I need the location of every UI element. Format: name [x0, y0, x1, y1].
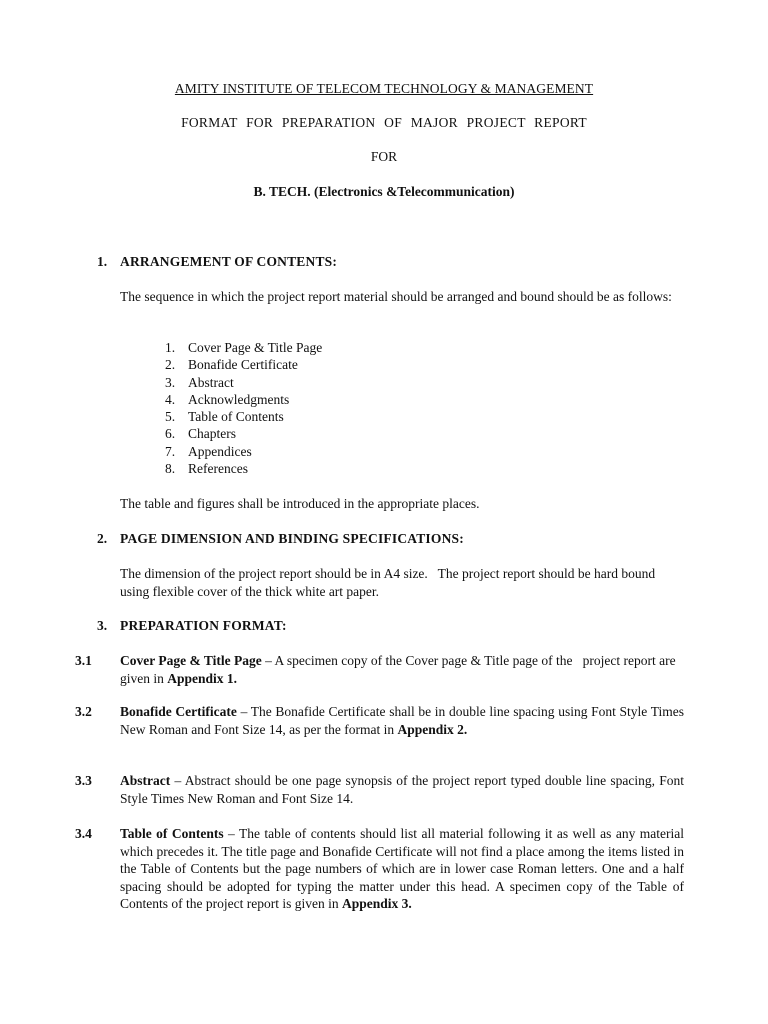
list-item — [165, 408, 322, 425]
list-item-number: 1. — [165, 340, 176, 355]
list-item-number: 5. — [165, 409, 176, 425]
section-2-heading: PAGE DIMENSION AND BINDING SPECIFICATIONS: — [120, 531, 464, 546]
section-2-text: The dimension of the project report should be in A4 size. The project report should be hard bound using flexible cover of the thick white art paper. — [120, 566, 659, 599]
subsection-3-2-number: 3.2 — [75, 704, 92, 719]
section-2-number: 2. — [97, 531, 108, 546]
list-item — [165, 356, 322, 373]
contents-list — [165, 339, 322, 477]
list-item-number: 4. — [165, 391, 176, 407]
list-item-number: 6. — [165, 426, 176, 442]
subsection-3-4-number: 3.4 — [75, 826, 92, 841]
list-item — [165, 391, 322, 408]
list-item — [165, 443, 322, 460]
list-item-number: 2. — [165, 357, 176, 373]
subsection-3-3-text: – Abstract should be one page synopsis of the project report typed double line spacing, Font Style Times New Roman and Font Size 14. — [120, 773, 684, 806]
subsection-3-4-text: – The table of contents should list all material following it as well as any material which precedes it. The title page and Bonafide Certificate will not find a place among the items listed in the Table of Contents but the page numbers of which are in lower case Roman letters. One and a half spacing should be adopted for typing the matter under this head. A specimen copy of the Table of Contents of the project report is given in — [120, 826, 684, 911]
list-item-text: Table of Contents — [188, 409, 284, 425]
subsection-3-1-number: 3.1 — [75, 653, 92, 668]
subsection-3-3-number: 3.3 — [75, 773, 92, 788]
subsection-3-4-ref: Appendix 3. — [341, 896, 412, 911]
list-item-text: Cover Page & Title Page — [188, 340, 323, 355]
subsection-3-2-text: – The Bonafide Certificate shall be in double line spacing using Font Style Times New Roman and Font Size 14, as per the format in — [120, 704, 684, 737]
list-item-text: Appendices — [188, 443, 252, 459]
list-item-number: 7. — [165, 443, 176, 459]
subsection-3-3-body — [120, 772, 684, 807]
section-3-number: 3. — [97, 618, 108, 633]
list-item — [165, 339, 322, 356]
list-item — [165, 460, 322, 477]
list-item-text: Acknowledgments — [188, 391, 290, 407]
subsection-3-1-title: Cover Page & Title Page — [120, 653, 262, 668]
subsection-3-1-ref: Appendix 1. — [167, 670, 238, 686]
list-item-number: 8. — [165, 461, 176, 477]
list-item — [165, 374, 322, 391]
institute-title: AMITY INSTITUTE OF TELECOM TECHNOLOGY & MANAGEMENT — [174, 81, 594, 96]
section-1-intro: The sequence in which the project report material should be arranged and bound should be as follows: — [120, 289, 672, 304]
subsection-3-4-title: Table of Contents — [120, 826, 224, 841]
section-1-heading: ARRANGEMENT OF CONTENTS: — [120, 254, 338, 269]
list-item-text: References — [188, 461, 248, 477]
subsection-3-1-text: – A specimen copy of the Cover page & Title page of the project report are given in — [120, 653, 679, 686]
subsection-3-4-body — [120, 825, 684, 913]
list-item-text: Bonafide Certificate — [188, 357, 298, 373]
section-3-heading: PREPARATION FORMAT: — [120, 618, 287, 633]
subsection-3-1-body — [120, 652, 684, 687]
list-item-text: Abstract — [188, 374, 234, 390]
format-title: FORMAT FOR PREPARATION OF MAJOR PROJECT REPORT — [181, 115, 587, 130]
degree-title: B. TECH. (Electronics &Telecommunication) — [253, 184, 515, 199]
subsection-3-2-body — [120, 703, 684, 738]
section-1-number: 1. — [97, 254, 108, 269]
for-label: FOR — [370, 149, 398, 164]
list-item-text: Chapters — [188, 426, 236, 442]
subsection-3-2-title: Bonafide Certificate — [120, 704, 237, 719]
subsection-3-2-ref: Appendix 2. — [397, 721, 468, 737]
section-1-outro: The table and figures shall be introduced in the appropriate places. — [120, 496, 480, 511]
list-item-number: 3. — [165, 374, 176, 390]
list-item — [165, 425, 322, 442]
subsection-3-3-title: Abstract — [120, 773, 171, 788]
